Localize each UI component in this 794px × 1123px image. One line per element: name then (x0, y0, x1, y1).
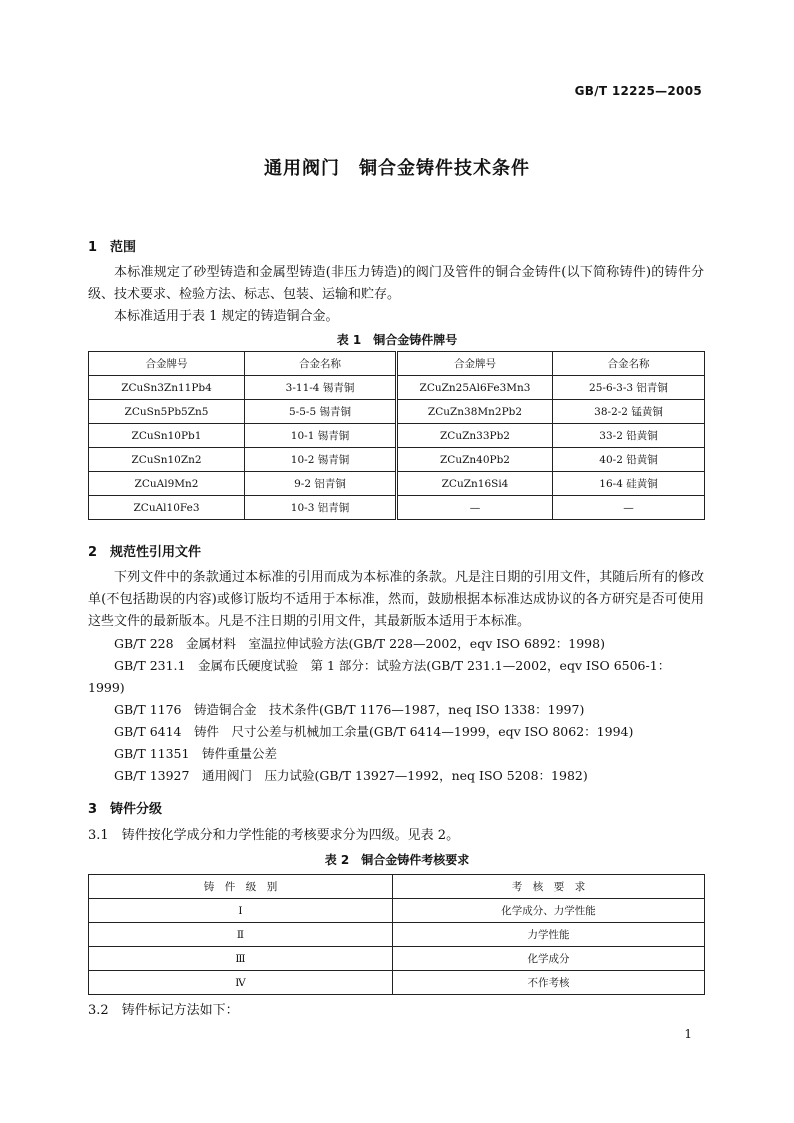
table-cell: ZCuSn3Zn11Pb4 (89, 376, 245, 400)
table-row (89, 496, 705, 520)
table-cell: ZCuSn10Zn2 (89, 448, 245, 472)
reference-item: GB/T 6414 铸件 尺寸公差与机械加工余量(GB/T 6414—1999，eqv ISO 8062：1994) (114, 724, 634, 739)
reference-item: GB/T 231.1 金属布氏硬度试验 第 1 部分：试验方法(GB/T 231.1—2002，eqv ISO 6506-1：1999) (88, 658, 671, 695)
table-cell: 25-6-3-3 铝青铜 (553, 376, 705, 400)
section-2-paragraph: 下列文件中的条款通过本标准的引用而成为本标准的条款。凡是注日期的引用文件，其随后所有的修改单(不包括勘误的内容)或修订版均不适用于本标准，然而，鼓励根据本标准达成协议的各方研究是否可使用这些文件的最新版本。凡是不注日期的引用文件，其最新版本适用于本标准。 (88, 570, 704, 629)
table-cell: — (553, 496, 705, 520)
table-row (89, 923, 705, 947)
page-number: 1 (684, 1027, 692, 1041)
table-2 (88, 874, 705, 995)
table-row (89, 472, 705, 496)
section-1-paragraph-1: 本标准规定了砂型铸造和金属型铸造(非压力铸造)的阀门及管件的铜合金铸件(以下简称铸件)的铸件分级、技术要求、检验方法、标志、包装、运输和贮存。 (88, 265, 704, 302)
table-cell: 化学成分 (393, 947, 705, 971)
table-row (89, 376, 705, 400)
table-cell: 16-4 硅黄铜 (553, 472, 705, 496)
table-1-caption: 表 1 铜合金铸件牌号 (336, 333, 458, 347)
header-alloy-name: 合金名称 (245, 352, 397, 376)
table-cell: 力学性能 (393, 923, 705, 947)
table-1 (88, 351, 705, 520)
table-cell: ZCuZn16Si4 (397, 472, 553, 496)
header-alloy-grade: 合金牌号 (89, 352, 245, 376)
table-cell: ZCuZn25Al6Fe3Mn3 (397, 376, 553, 400)
table-row (89, 400, 705, 424)
table-cell: 不作考核 (393, 971, 705, 995)
section-1-paragraph-2: 本标准适用于表 1 规定的铸造铜合金。 (114, 309, 339, 324)
section-3-1-text: 3.1 铸件按化学成分和力学性能的考核要求分为四级。见表 2。 (88, 828, 460, 843)
document-title: 通用阀门 铜合金铸件技术条件 (264, 158, 530, 179)
standard-number: GB/T 12225—2005 (574, 84, 702, 98)
table-header-row (89, 352, 705, 376)
table-cell: ZCuZn33Pb2 (397, 424, 553, 448)
reference-item: GB/T 11351 铸件重量公差 (114, 746, 277, 761)
table-row (89, 424, 705, 448)
table-cell: ZCuSn5Pb5Zn5 (89, 400, 245, 424)
table-cell: 化学成分、力学性能 (393, 899, 705, 923)
table-row (89, 947, 705, 971)
table-cell: 9-2 铝青铜 (245, 472, 397, 496)
table-cell: 10-1 锡青铜 (245, 424, 397, 448)
table-cell: ZCuAl10Fe3 (89, 496, 245, 520)
table-row (89, 971, 705, 995)
table-header-row (89, 875, 705, 899)
section-2-heading: 2 规范性引用文件 (88, 545, 202, 560)
table-cell: Ⅲ (89, 947, 393, 971)
table-cell: 5-5-5 锡青铜 (245, 400, 397, 424)
table-cell: 33-2 铅黄铜 (553, 424, 705, 448)
table-cell: Ⅱ (89, 923, 393, 947)
table-cell: 10-3 铝青铜 (245, 496, 397, 520)
table-cell: ZCuAl9Mn2 (89, 472, 245, 496)
table-2-caption: 表 2 铜合金铸件考核要求 (324, 853, 470, 867)
table-cell: Ⅳ (89, 971, 393, 995)
header-casting-grade: 铸 件 级 别 (89, 875, 393, 899)
header-assessment-requirement: 考 核 要 求 (393, 875, 705, 899)
reference-item: GB/T 228 金属材料 室温拉伸试验方法(GB/T 228—2002，eqv ISO 6892：1998) (114, 636, 605, 651)
section-1-heading: 1 范围 (88, 240, 137, 255)
table-row (89, 448, 705, 472)
table-cell: ZCuZn40Pb2 (397, 448, 553, 472)
table-cell: — (397, 496, 553, 520)
table-cell: 10-2 锡青铜 (245, 448, 397, 472)
reference-item: GB/T 1176 铸造铜合金 技术条件(GB/T 1176—1987，neq ISO 1338：1997) (114, 702, 585, 717)
table-cell: ZCuZn38Mn2Pb2 (397, 400, 553, 424)
table-cell: ZCuSn10Pb1 (89, 424, 245, 448)
section-3-heading: 3 铸件分级 (88, 802, 163, 817)
table-row (89, 899, 705, 923)
table-cell: Ⅰ (89, 899, 393, 923)
header-alloy-name: 合金名称 (553, 352, 705, 376)
table-cell: 40-2 铅黄铜 (553, 448, 705, 472)
table-cell: 3-11-4 锡青铜 (245, 376, 397, 400)
table-cell: 38-2-2 锰黄铜 (553, 400, 705, 424)
section-3-2-text: 3.2 铸件标记方法如下： (88, 1003, 239, 1018)
reference-item: GB/T 13927 通用阀门 压力试验(GB/T 13927—1992，neq ISO 5208：1982) (114, 768, 588, 783)
header-alloy-grade: 合金牌号 (397, 352, 553, 376)
